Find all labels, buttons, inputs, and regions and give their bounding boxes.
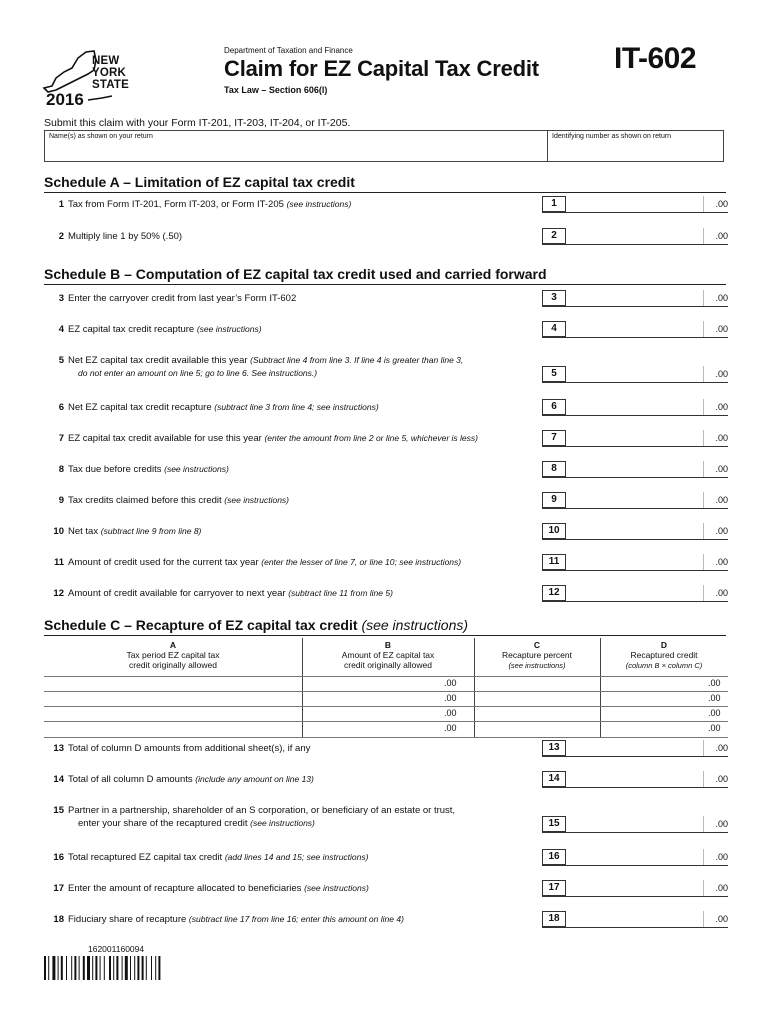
- amount-field[interactable]: [542, 911, 728, 928]
- line-description: [68, 293, 528, 304]
- barcode-bar: [130, 956, 131, 980]
- line-number-box: 10: [542, 523, 566, 539]
- barcode-bar: [146, 956, 147, 980]
- line-number: 2: [58, 231, 64, 242]
- line-3: [44, 290, 728, 312]
- barcode-bar: [142, 956, 144, 980]
- line-number: 8: [58, 464, 64, 475]
- column-header: [44, 640, 302, 670]
- amount-value: .00: [715, 433, 728, 443]
- line-number: 7: [58, 433, 64, 444]
- amount-field[interactable]: [542, 399, 728, 416]
- column-b-value: .00: [444, 723, 457, 733]
- line-5: [44, 352, 728, 379]
- schedule-b-title: Schedule B – Computation of EZ capital tax credit used and carried forward: [44, 266, 547, 282]
- amount-field[interactable]: [542, 880, 728, 897]
- line-description: [68, 355, 528, 366]
- line-note2: (see instructions): [250, 818, 315, 828]
- column-letter: C: [533, 640, 541, 650]
- line-8: [44, 461, 728, 483]
- barcode-bar: [61, 956, 63, 980]
- amount-value: .00: [715, 324, 728, 334]
- line-7: [44, 430, 728, 452]
- amount-field[interactable]: [542, 523, 728, 540]
- amount-value: .00: [715, 914, 728, 924]
- barcode-bar: [100, 956, 101, 980]
- amount-value: .00: [715, 402, 728, 412]
- line-17: [44, 880, 728, 902]
- line-number: 3: [58, 293, 64, 304]
- line-number-box: 8: [542, 461, 566, 477]
- line-number: 12: [53, 588, 64, 599]
- line-number: 18: [53, 914, 64, 925]
- column-d-value: .00: [708, 678, 721, 688]
- barcode-bar: [122, 956, 123, 980]
- line-text: Net EZ capital tax credit recapture: [68, 402, 212, 413]
- line-number-box: 13: [542, 740, 566, 756]
- line-text: Partner in a partnership, shareholder of an S corporation, or beneficiary of an estate or trust,: [68, 805, 456, 816]
- line-description: [68, 883, 528, 894]
- line-description: [68, 557, 528, 568]
- amount-value: .00: [715, 293, 728, 303]
- line-description: [68, 402, 528, 413]
- line-number: 9: [58, 495, 64, 506]
- barcode-bar: [151, 956, 152, 980]
- line-text: Multiply line 1 by 50% (.50): [68, 231, 183, 242]
- barcode-bar: [109, 956, 111, 980]
- line-1: [44, 196, 728, 218]
- barcode-bar: [71, 956, 72, 980]
- amount-field[interactable]: [542, 492, 728, 509]
- line-text: Amount of credit available for carryover to next year: [68, 588, 286, 599]
- line-number-box: 2: [542, 228, 566, 244]
- barcode-image: [44, 956, 194, 980]
- barcode-bar: [79, 956, 80, 980]
- line-note: (see instructions): [304, 883, 369, 893]
- line-text: EZ capital tax credit recapture: [68, 324, 195, 335]
- id-field-label: Identifying number as shown on return: [552, 133, 672, 140]
- barcode-bar: [92, 956, 93, 980]
- line-9: [44, 492, 728, 514]
- barcode-bar: [48, 956, 49, 980]
- barcode-bar: [74, 956, 76, 980]
- line-number-box: 16: [542, 849, 566, 865]
- barcode-bar: [87, 956, 90, 980]
- amount-value: .00: [715, 852, 728, 862]
- column-d-value: .00: [708, 708, 721, 718]
- barcode-bar: [52, 956, 55, 980]
- amount-field[interactable]: [542, 321, 728, 338]
- column-letter: A: [169, 640, 177, 650]
- line-text: Total of all column D amounts: [68, 774, 193, 785]
- line-6: [44, 399, 728, 421]
- table-row[interactable]: [44, 691, 728, 706]
- line-note: (add lines 14 and 15; see instructions): [224, 852, 369, 862]
- amount-field[interactable]: [542, 196, 728, 213]
- amount-field[interactable]: [542, 740, 728, 757]
- column-letter: D: [660, 640, 668, 650]
- line-description: [68, 199, 528, 210]
- barcode-bar: [158, 956, 160, 980]
- form-subtitle: Tax Law – Section 606(l): [224, 85, 328, 95]
- amount-value: .00: [715, 557, 728, 567]
- recapture-table: [44, 638, 728, 738]
- amount-value: .00: [715, 369, 728, 379]
- amount-value: .00: [715, 526, 728, 536]
- line-11: [44, 554, 728, 576]
- line-10: [44, 523, 728, 545]
- line-note: (subtract line 17 from line 16; enter this amount on line 4): [188, 914, 404, 924]
- amount-value: .00: [715, 495, 728, 505]
- line-number: 11: [53, 557, 64, 568]
- amount-field[interactable]: [542, 771, 728, 788]
- amount-value: .00: [715, 819, 728, 829]
- amount-value: .00: [715, 231, 728, 241]
- column-sublabel: credit originally allowed: [129, 660, 217, 670]
- id-input[interactable]: [550, 142, 722, 160]
- line-description: [68, 805, 528, 816]
- line-note: (see instructions): [196, 324, 262, 334]
- column-label: Tax period EZ capital tax: [126, 650, 220, 660]
- amount-field[interactable]: [542, 816, 728, 833]
- line-text: Fiduciary share of recapture: [68, 914, 187, 925]
- line-number: 13: [53, 743, 64, 754]
- amount-field[interactable]: [542, 554, 728, 571]
- line-text: Tax due before credits: [68, 464, 162, 475]
- table-row[interactable]: [44, 721, 728, 736]
- column-header: [302, 640, 474, 670]
- line-number-box: 14: [542, 771, 566, 787]
- line-number: 15: [53, 805, 64, 816]
- line-12: [44, 585, 728, 607]
- line-number-box: 17: [542, 880, 566, 896]
- line-13: [44, 740, 728, 762]
- amount-value: .00: [715, 199, 728, 209]
- barcode-bar: [116, 956, 118, 980]
- line-description: [68, 495, 528, 506]
- line-number: 17: [53, 883, 64, 894]
- line-description: [68, 231, 528, 242]
- amount-field[interactable]: [542, 849, 728, 866]
- amount-value: .00: [715, 743, 728, 753]
- schedule-a-title: Schedule A – Limitation of EZ capital tax credit: [44, 174, 355, 190]
- line-text: Tax credits claimed before this credit: [68, 495, 222, 506]
- amount-value: .00: [715, 883, 728, 893]
- barcode-bar: [44, 956, 46, 980]
- schedule-c-title: [44, 617, 468, 633]
- column-d-value: .00: [708, 693, 721, 703]
- submit-note: Submit this claim with your Form IT-201, IT-203, IT-204, or IT-205.: [44, 117, 351, 129]
- line-text: Net tax: [68, 526, 99, 537]
- line-note: (include any amount on line 13): [195, 774, 314, 784]
- line-number-box: 7: [542, 430, 566, 446]
- column-b-value: .00: [444, 708, 457, 718]
- line-text: Total of column D amounts from additional sheet(s), if any: [68, 743, 311, 754]
- column-label: Recaptured credit: [630, 650, 698, 660]
- line-description: [68, 774, 528, 785]
- line-text: EZ capital tax credit available for use this year: [68, 433, 262, 444]
- name-field-label: Name(s) as shown on your return: [49, 133, 153, 140]
- table-row[interactable]: [44, 676, 728, 691]
- column-d-value: .00: [708, 723, 721, 733]
- line-description: [68, 464, 528, 475]
- line-number-box: 15: [542, 816, 566, 832]
- line-note: (Subtract line 4 from line 3. If line 4 is greater than line 3,: [250, 355, 464, 365]
- amount-value: .00: [715, 774, 728, 784]
- line-number-box: 5: [542, 366, 566, 382]
- column-header: [474, 640, 600, 671]
- line-number: 6: [58, 402, 64, 413]
- line-18: [44, 911, 728, 933]
- line-text: Net EZ capital tax credit available this year: [68, 355, 248, 366]
- barcode-bar: [134, 956, 135, 980]
- line-note: (see instructions): [164, 464, 229, 474]
- column-sublabel: credit originally allowed: [344, 660, 432, 670]
- form-title: Claim for EZ Capital Tax Credit: [224, 56, 539, 81]
- column-label: Amount of EZ capital tax: [341, 650, 435, 660]
- line-note: (subtract line 3 from line 4; see instructions): [214, 402, 379, 412]
- line-text: Total recaptured EZ capital tax credit: [68, 852, 223, 863]
- barcode-bar: [125, 956, 128, 980]
- line-16: [44, 849, 728, 871]
- barcode-bar: [83, 956, 85, 980]
- line-number: 14: [53, 774, 64, 785]
- column-letter: B: [384, 640, 392, 650]
- barcode-bar: [95, 956, 97, 980]
- line-text-continued: [78, 818, 315, 829]
- line-number-box: 12: [542, 585, 566, 601]
- amount-value: .00: [715, 464, 728, 474]
- schedule-c-title-text: Schedule C – Recapture of EZ capital tax credit: [44, 617, 358, 633]
- line-number: 10: [53, 526, 64, 537]
- line-number-box: 6: [542, 399, 566, 415]
- amount-field[interactable]: [542, 228, 728, 245]
- line-description: [68, 852, 528, 863]
- amount-value: .00: [715, 588, 728, 598]
- document-id: 162001160094: [88, 944, 145, 954]
- line-description: [68, 588, 528, 599]
- line-number: 5: [58, 355, 64, 366]
- line-text2: enter your share of the recaptured credit: [78, 818, 248, 829]
- amount-field[interactable]: [542, 461, 728, 478]
- line-number-box: 18: [542, 911, 566, 927]
- name-id-box: [44, 130, 724, 162]
- line-number-box: 3: [542, 290, 566, 306]
- line-description: [68, 526, 528, 537]
- state-logo-text: NEW YORK STATE: [92, 55, 129, 91]
- line-note-continued: do not enter an amount on line 5; go to line 6. See instructions.): [78, 368, 318, 378]
- barcode-bar: [137, 956, 139, 980]
- line-text: Enter the carryover credit from last year’s Form IT-602: [68, 293, 297, 304]
- line-description: [68, 324, 528, 335]
- form-number: IT-602: [614, 42, 697, 75]
- amount-field[interactable]: [542, 290, 728, 307]
- amount-field[interactable]: [542, 366, 728, 383]
- line-number: 4: [58, 324, 64, 335]
- line-number: 1: [58, 199, 64, 210]
- column-sublabel: (see instructions): [508, 661, 566, 670]
- line-4: [44, 321, 728, 343]
- line-2: [44, 228, 728, 250]
- line-note: (see instructions): [224, 495, 290, 505]
- line-note: (see instructions): [286, 199, 352, 209]
- line-note: (enter the lesser of line 7, or line 10; see instructions): [261, 557, 462, 567]
- line-number-box: 4: [542, 321, 566, 337]
- line-text: Enter the amount of recapture allocated to beneficiaries: [68, 883, 302, 894]
- line-number-box: 9: [542, 492, 566, 508]
- line-15: [44, 802, 728, 829]
- column-b-value: .00: [444, 693, 457, 703]
- line-number-box: 11: [542, 554, 566, 570]
- line-note: (subtract line 11 from line 5): [288, 588, 393, 598]
- line-note: (enter the amount from line 2 or line 5, whichever is less): [264, 433, 478, 443]
- line-note: (subtract line 9 from line 8): [100, 526, 202, 536]
- column-sublabel: (column B × column C): [625, 661, 703, 670]
- schedule-c-title-note: (see instructions): [361, 617, 469, 633]
- column-b-value: .00: [444, 678, 457, 688]
- line-text: Tax from Form IT-201, Form IT-203, or Form IT-205: [68, 199, 284, 210]
- line-description: [68, 433, 528, 444]
- amount-field[interactable]: [542, 585, 728, 602]
- barcode-bar: [66, 956, 67, 980]
- barcode-bar: [58, 956, 59, 980]
- barcode-bar: [113, 956, 114, 980]
- barcode-bar: [155, 956, 156, 980]
- table-row[interactable]: [44, 706, 728, 721]
- line-text: Amount of credit used for the current tax year: [68, 557, 259, 568]
- column-header: [600, 640, 728, 671]
- line-number: 16: [53, 852, 64, 863]
- line-description: [68, 743, 528, 754]
- name-input[interactable]: [47, 142, 545, 160]
- department-name: Department of Taxation and Finance: [224, 46, 353, 55]
- line-14: [44, 771, 728, 793]
- line-description: [68, 914, 528, 925]
- barcode-bar: [104, 956, 105, 980]
- amount-field[interactable]: [542, 430, 728, 447]
- line-number-box: 1: [542, 196, 566, 212]
- column-label: Recapture percent: [502, 650, 572, 660]
- tax-year: 2016: [46, 90, 84, 109]
